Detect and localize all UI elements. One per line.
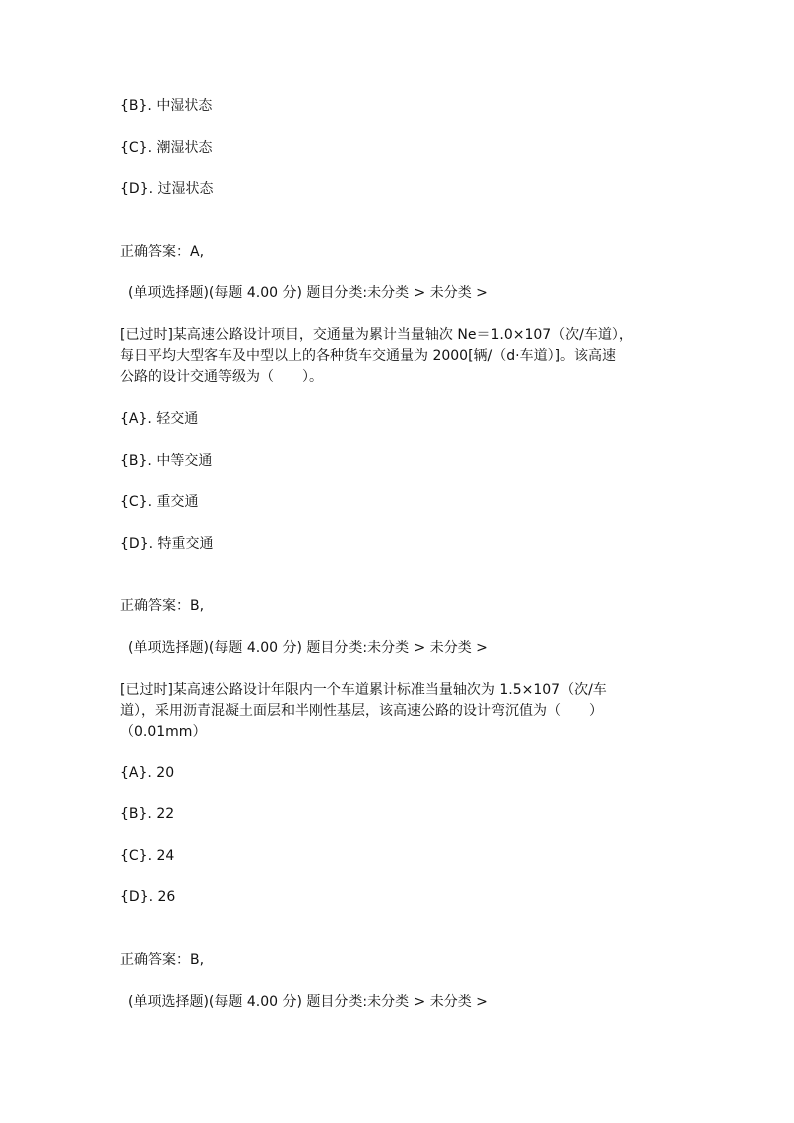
- question-stem-line: 道），采用沥青混凝土面层和半刚性基层，该高速公路的设计弯沉值为（ ）: [120, 703, 603, 719]
- option-d: {D}. 过湿状态: [120, 181, 214, 197]
- question-meta: (单项选择题)(每题 4.00 分) 题目分类:未分类 > 未分类 >: [128, 285, 488, 301]
- option-b: {B}. 中湿状态: [120, 98, 213, 114]
- option-c: {C}. 潮湿状态: [120, 140, 213, 156]
- question-stem-line: 公路的设计交通等级为（ ）。: [120, 369, 323, 385]
- option-b: {B}. 22: [120, 806, 175, 822]
- option-a: {A}. 20: [120, 765, 175, 781]
- option-c: {C}. 24: [120, 848, 175, 864]
- question-stem: [120, 680, 680, 743]
- question-stem-line: 每日平均大型客车及中型以上的各种货车交通量为 2000[辆/（d·车道）]。该高速: [120, 348, 617, 364]
- option-c: {C}. 重交通: [120, 494, 199, 510]
- option-b: {B}. 中等交通: [120, 453, 213, 469]
- correct-answer: 正确答案：B,: [120, 598, 205, 614]
- question-meta: (单项选择题)(每题 4.00 分) 题目分类:未分类 > 未分类 >: [128, 994, 488, 1010]
- option-d: {D}. 特重交通: [120, 536, 214, 552]
- question-stem-line: [已过时]某高速公路设计项目，交通量为累计当量轴次 Ne＝1.0×107（次/车道），: [120, 327, 633, 343]
- option-a: {A}. 轻交通: [120, 411, 199, 427]
- question-stem: [120, 325, 680, 388]
- correct-answer: 正确答案：A,: [120, 244, 205, 260]
- question-stem-line: （0.01mm）: [120, 724, 207, 740]
- option-d: {D}. 26: [120, 889, 176, 905]
- question-meta: (单项选择题)(每题 4.00 分) 题目分类:未分类 > 未分类 >: [128, 640, 488, 656]
- correct-answer: 正确答案：B,: [120, 952, 205, 968]
- question-stem-line: [已过时]某高速公路设计年限内一个车道累计标准当量轴次为 1.5×107（次/车: [120, 682, 607, 698]
